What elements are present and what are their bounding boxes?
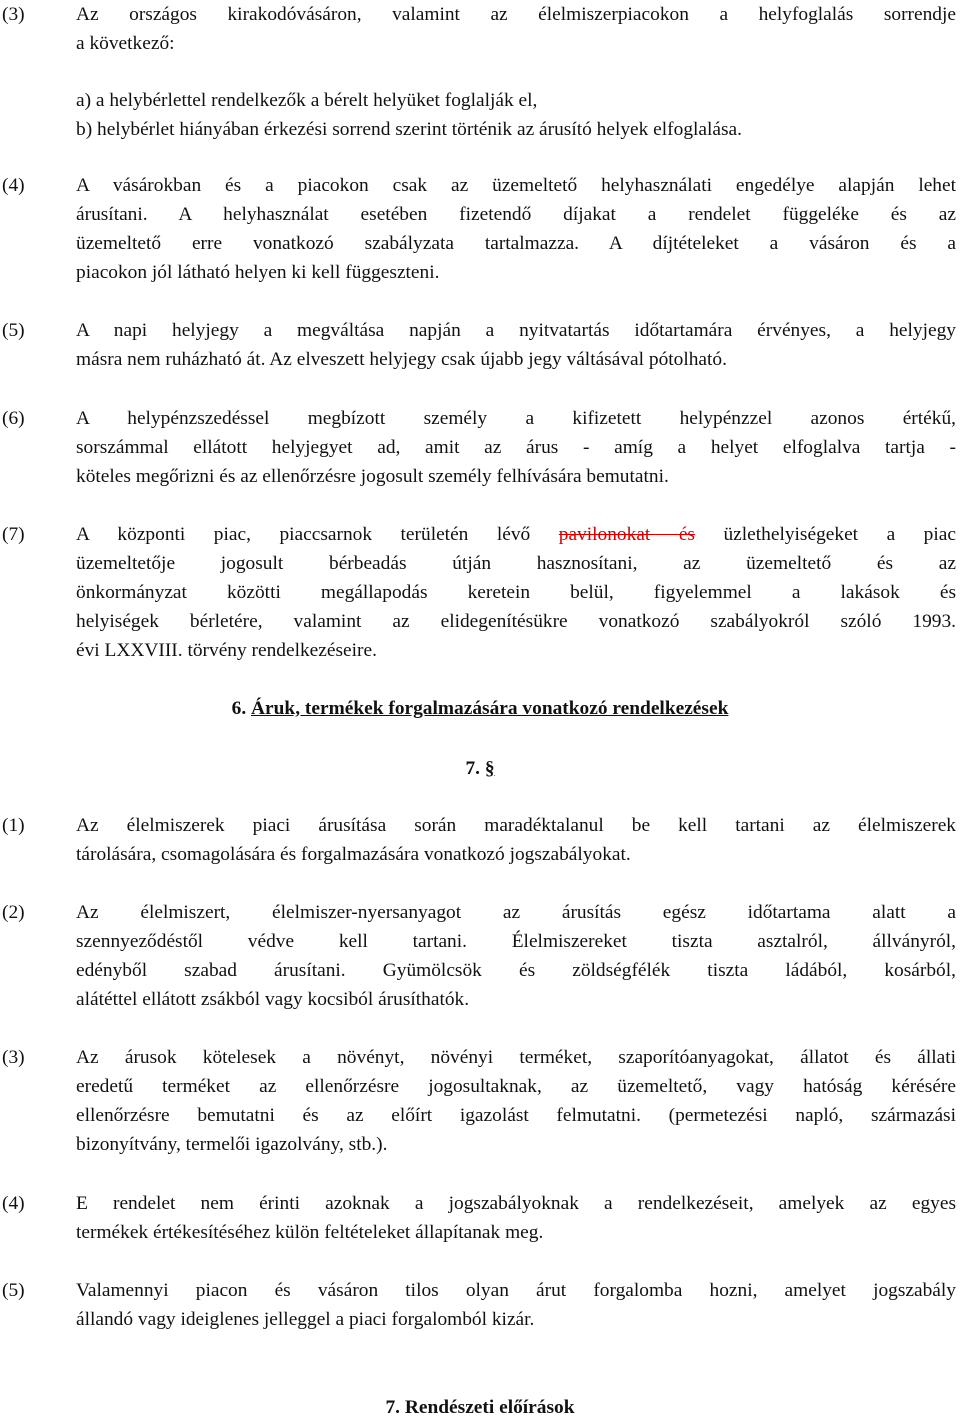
text-line: eredetű terméket az ellenőrzésre jogosultaknak, az üzemeltető, vagy hatóság kérésére	[76, 1076, 956, 1097]
paragraph-sign-number: 7.	[465, 758, 480, 779]
section-heading	[0, 694, 960, 723]
text-line: árusítani. A helyhasználat esetében fizetendő díjakat a rendelet függeléke és az	[76, 204, 956, 225]
text-line: állandó vagy ideiglenes jelleggel a piaci forgalomból kizár.	[76, 1309, 535, 1330]
text-line: önkormányzat közötti megállapodás keretein belül, figyelemmel a lakások és	[76, 582, 956, 603]
paragraph-text	[76, 811, 956, 869]
text-line: E rendelet nem érinti azoknak a jogszabályoknak a rendelkezéseit, amelyek az egyes	[76, 1193, 956, 1214]
text-line: ellenőrzésre bemutatni és az előírt igazolást felmutatni. (permetezési napló, származási	[76, 1105, 956, 1126]
text-line: évi LXXVIII. törvény rendelkezéseire.	[76, 640, 377, 661]
section-heading-text: Áruk, termékek forgalmazására vonatkozó rendelkezések	[251, 698, 729, 719]
paragraph-number: (2)	[2, 902, 25, 923]
text-line: szennyeződéstől védve kell tartani. Élelmiszereket tiszta asztalról, állványról,	[76, 931, 956, 952]
text-line: edényből szabad árusítani. Gyümölcsök és zöldségfélék tiszta ládából, kosárból,	[76, 960, 956, 981]
paragraph-text	[76, 1276, 956, 1334]
text-line: A napi helyjegy a megváltása napján a nyitvatartás időtartamára érvényes, a helyjegy	[76, 320, 956, 341]
paragraph-number: (5)	[2, 320, 25, 341]
text-line: sorszámmal ellátott helyjegyet ad, amit az árus - amíg a helyet elfoglalva tartja -	[76, 437, 956, 458]
paragraph-sign: §	[484, 758, 495, 779]
paragraph-number: (3)	[2, 4, 25, 25]
struck-text: pavilonokat és	[558, 524, 695, 545]
paragraph-number: (1)	[2, 815, 25, 836]
text-line: Az élelmiszerek piaci árusítása során maradéktalanul be kell tartani az élelmiszerek	[76, 815, 956, 836]
text-line	[76, 520, 956, 549]
paragraph-text	[76, 404, 956, 491]
text-line: üzemeltetője jogosult bérbeadás útján hasznosítani, az üzemeltető és az	[76, 553, 956, 574]
paragraph-text	[76, 520, 956, 665]
paragraph-number: (5)	[2, 1280, 25, 1301]
text-line: termékek értékesítéséhez külön feltételeket állapítanak meg.	[76, 1222, 544, 1243]
text-line: alátéttel ellátott zsákból vagy kocsiból árusíthatók.	[76, 989, 470, 1010]
text-line: tárolására, csomagolására és forgalmazására vonatkozó jogszabályokat.	[76, 844, 631, 865]
paragraph-sign-heading	[0, 754, 960, 783]
paragraph-text	[76, 0, 956, 144]
paragraph-number: (7)	[2, 524, 25, 545]
list-item-b: b) helybérlet hiányában érkezési sorrend szerint történik az árusító helyek elfoglalása.	[76, 119, 743, 140]
paragraph-text	[76, 316, 956, 374]
paragraph-number: (4)	[2, 175, 25, 196]
text-segment: A központi piac, piaccsarnok területén lévő	[76, 524, 559, 545]
text-line: Az árusok kötelesek a növényt, növényi terméket, szaporítóanyagokat, állatot és állati	[76, 1047, 956, 1068]
list-item-a: a) a helybérlettel rendelkezők a bérelt helyüket foglalják el,	[76, 90, 538, 111]
text-line: A helypénzszedéssel megbízott személy a kifizetett helypénzzel azonos értékű,	[76, 408, 956, 429]
text-line: piacokon jól látható helyen ki kell függeszteni.	[76, 262, 440, 283]
text-line: a következő:	[76, 33, 175, 54]
paragraph-text	[76, 898, 956, 1014]
paragraph-number: (6)	[2, 408, 25, 429]
paragraph-number: (4)	[2, 1193, 25, 1214]
section-heading: 7. Rendészeti előírások	[385, 1397, 575, 1418]
text-line: köteles megőrizni és az ellenőrzésre jogosult személy felhívására bemutatni.	[76, 466, 669, 487]
paragraph-number: (3)	[2, 1047, 25, 1068]
text-line: Valamennyi piacon és vásáron tilos olyan árut forgalomba hozni, amelyet jogszabály	[76, 1280, 956, 1301]
paragraph-text	[76, 1189, 956, 1247]
text-line: A vásárokban és a piacokon csak az üzemeltető helyhasználati engedélye alapján lehet	[76, 175, 956, 196]
text-segment: üzlethelyiségeket a piac	[694, 524, 956, 545]
text-line: helyiségek bérletére, valamint az elidegenítésükre vonatkozó szabályokról szóló 1993.	[76, 611, 956, 632]
section-heading-number: 6.	[231, 698, 252, 719]
paragraph-text	[76, 1043, 956, 1159]
text-line: másra nem ruházható át. Az elveszett helyjegy csak újabb jegy váltásával pótolható.	[76, 349, 727, 370]
text-line: üzemeltető erre vonatkozó szabályzata tartalmazza. A díjtételeket a vásáron és a	[76, 233, 956, 254]
text-line: bizonyítvány, termelői igazolvány, stb.).	[76, 1134, 388, 1155]
text-line: Az országos kirakodóvásáron, valamint az élelmiszerpiacokon a helyfoglalás sorrendje	[76, 4, 956, 25]
text-line: Az élelmiszert, élelmiszer-nyersanyagot az árusítás egész időtartama alatt a	[76, 902, 956, 923]
paragraph-text	[76, 171, 956, 287]
